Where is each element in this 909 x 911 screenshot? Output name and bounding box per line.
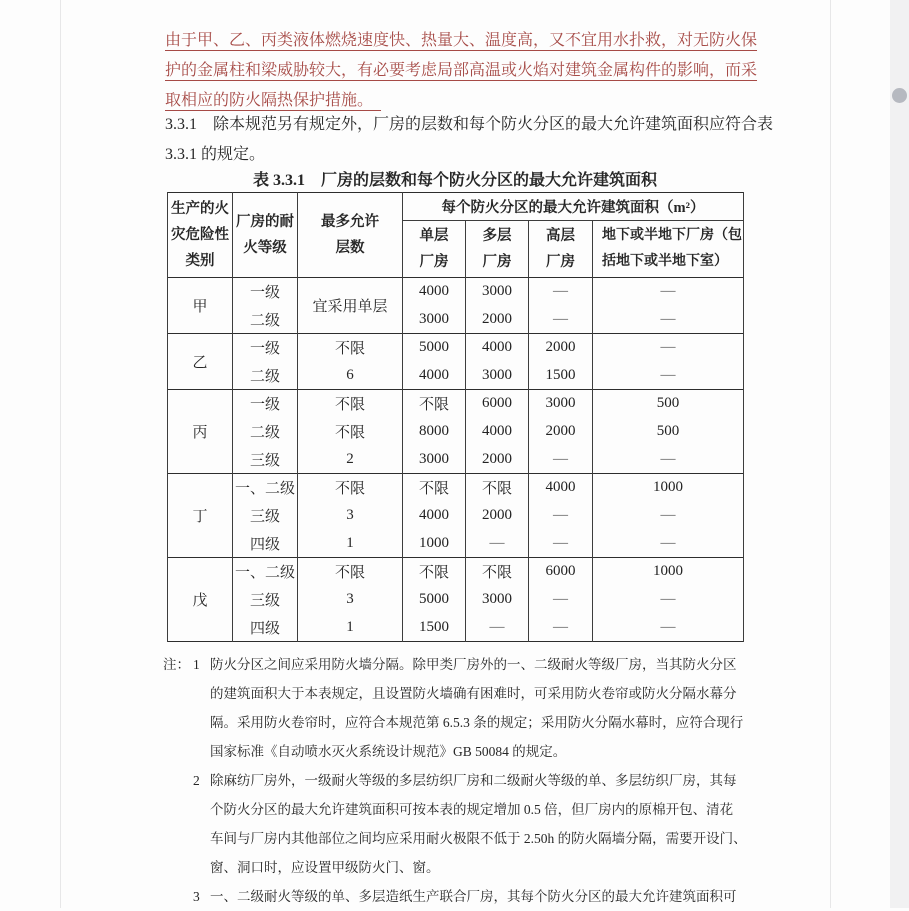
header-line: 厂房 <box>482 254 512 270</box>
note-line: 除麻纺厂房外，一级耐火等级的多层纺织厂房和二级耐火等级的单、多层纺织厂房，其每 <box>210 773 737 788</box>
table-row <box>168 362 744 390</box>
area-value-cell: 2000 <box>529 418 593 446</box>
table-notes <box>163 650 775 911</box>
max-floors-cell: 不限 <box>298 390 403 418</box>
max-floors-cell: 1 <box>298 530 403 558</box>
note-line: 的建筑面积大于本表规定，且设置防火墙确有困难时，可采用防火卷帘或防火分隔水幕分 <box>210 686 737 701</box>
area-value-cell: — <box>593 362 744 390</box>
area-value-cell: — <box>593 502 744 530</box>
max-floors-cell: 不限 <box>298 558 403 586</box>
area-value-cell: 2000 <box>466 306 529 334</box>
highlighted-line: 护的金属柱和梁威胁较大，有必要考虑局部高温或火焰对建筑金属构件的影响，而采 <box>165 62 758 79</box>
max-floors-cell: 宜采用单层 <box>298 278 403 334</box>
category-cell: 戊 <box>168 558 233 642</box>
highlighted-line: 由于甲、乙、丙类液体燃烧速度快、热量大、温度高，又不宜用水扑救，对无防火保 <box>165 32 758 49</box>
header-single-storey <box>403 221 466 278</box>
area-value-cell: 3000 <box>466 362 529 390</box>
area-value-cell: — <box>593 586 744 614</box>
notes-label: 注： <box>163 657 190 672</box>
area-value-cell: 6000 <box>529 558 593 586</box>
note-line: 窗、洞口时，应设置甲级防火门、窗。 <box>210 860 440 875</box>
fire-rating-cell: 一级 <box>233 278 298 306</box>
page-right-border <box>830 0 831 908</box>
area-value-cell: — <box>529 502 593 530</box>
fire-rating-cell: 二级 <box>233 418 298 446</box>
table-row <box>168 418 744 446</box>
max-floors-cell: 不限 <box>298 334 403 362</box>
fire-rating-cell: 一、二级 <box>233 558 298 586</box>
header-fire-rating <box>233 193 298 278</box>
area-value-cell: — <box>529 530 593 558</box>
note-line: 个防火分区的最大允许建筑面积可按本表的规定增加 0.5 倍，但厂房内的原棉开包、清花 <box>210 802 734 817</box>
note-line: 隔。采用防火卷帘时，应符合本规范第 6.5.3 条的规定；采用防火分隔水幕时，应符合现行 <box>210 715 744 730</box>
fire-compartment-table <box>167 192 744 642</box>
area-value-cell: — <box>593 306 744 334</box>
max-floors-cell: 3 <box>298 586 403 614</box>
header-max-area-span: 每个防火分区的最大允许建筑面积（m²） <box>403 193 744 221</box>
header-line: 括地下或半地下室） <box>602 254 728 269</box>
area-value-cell: — <box>593 446 744 474</box>
max-floors-cell: 3 <box>298 502 403 530</box>
scrollbar-thumb[interactable] <box>892 88 907 103</box>
table-row <box>168 530 744 558</box>
area-value-cell: 500 <box>593 390 744 418</box>
area-value-cell: — <box>593 278 744 306</box>
category-cell: 丁 <box>168 474 233 558</box>
max-floors-cell: 不限 <box>298 418 403 446</box>
area-value-cell: — <box>529 446 593 474</box>
note-item <box>163 766 775 882</box>
header-line: 厂房 <box>546 254 575 270</box>
header-line: 厂房的耐 <box>236 214 294 230</box>
table-row <box>168 586 744 614</box>
area-value-cell: 1000 <box>403 530 466 558</box>
note-number: 3 <box>193 889 200 904</box>
table-row <box>168 278 744 306</box>
fire-rating-cell: 三级 <box>233 446 298 474</box>
header-line: 层数 <box>335 240 365 256</box>
table-row <box>168 558 744 586</box>
note-line: 国家标准《自动喷水灭火系统设计规范》GB 50084 的规定。 <box>210 744 567 759</box>
area-value-cell: 2000 <box>466 502 529 530</box>
area-value-cell: 1000 <box>593 558 744 586</box>
area-value-cell: 4000 <box>403 502 466 530</box>
area-value-cell: — <box>593 530 744 558</box>
note-line: 一、二级耐火等级的单、多层造纸生产联合厂房，其每个防火分区的最大允许建筑面积可 <box>210 889 737 904</box>
header-line: 火等级 <box>243 240 287 256</box>
area-value-cell: 5000 <box>403 586 466 614</box>
header-line: 最多允许 <box>321 214 379 230</box>
clause-line: 3.3.1 的规定。 <box>165 146 266 163</box>
table-row <box>168 446 744 474</box>
table-row <box>168 306 744 334</box>
area-value-cell: 不限 <box>466 474 529 502</box>
fire-rating-cell: 一级 <box>233 390 298 418</box>
header-underground <box>593 221 744 278</box>
note-item <box>163 650 775 766</box>
area-value-cell: 500 <box>593 418 744 446</box>
area-value-cell: 4000 <box>403 362 466 390</box>
scrollbar-track <box>890 0 909 908</box>
fire-rating-cell: 二级 <box>233 362 298 390</box>
table-row <box>168 614 744 642</box>
max-floors-cell: 2 <box>298 446 403 474</box>
highlighted-line: 取相应的防火隔热保护措施。 <box>165 92 382 109</box>
area-value-cell: 4000 <box>466 418 529 446</box>
header-category <box>168 193 233 278</box>
area-value-cell: 不限 <box>403 558 466 586</box>
category-cell: 乙 <box>168 334 233 390</box>
fire-rating-cell: 一级 <box>233 334 298 362</box>
area-value-cell: 1500 <box>403 614 466 642</box>
category-cell: 丙 <box>168 390 233 474</box>
area-value-cell: 3000 <box>529 390 593 418</box>
note-line: 车间与厂房内其他部位之间均应采用耐火极限不低于 2.50h 的防火隔墙分隔，需要开设门、 <box>210 831 747 846</box>
header-line: 生产的火 <box>171 201 229 217</box>
max-floors-cell: 不限 <box>298 474 403 502</box>
area-value-cell: 2000 <box>529 334 593 362</box>
note-item <box>163 882 775 911</box>
area-value-cell: 1500 <box>529 362 593 390</box>
area-value-cell: 3000 <box>466 586 529 614</box>
table-row <box>168 474 744 502</box>
area-value-cell: — <box>529 306 593 334</box>
area-value-cell: — <box>593 614 744 642</box>
fire-rating-cell: 四级 <box>233 530 298 558</box>
area-value-cell: 不限 <box>403 474 466 502</box>
area-value-cell: 3000 <box>403 306 466 334</box>
clause-line: 3.3.1 除本规范另有规定外，厂房的层数和每个防火分区的最大允许建筑面积应符合表 <box>165 116 774 133</box>
table-row <box>168 390 744 418</box>
page-left-border <box>60 0 61 908</box>
header-high-rise <box>529 221 593 278</box>
area-value-cell: 不限 <box>466 558 529 586</box>
category-cell: 甲 <box>168 278 233 334</box>
area-value-cell: — <box>529 614 593 642</box>
table-title: 表 3.3.1 厂房的层数和每个防火分区的最大允许建筑面积 <box>252 172 657 189</box>
header-line: 类别 <box>185 253 215 269</box>
table-row <box>168 334 744 362</box>
note-line: 防火分区之间应采用防火墙分隔。除甲类厂房外的一、二级耐火等级厂房，当其防火分区 <box>210 657 737 672</box>
header-line: 多层 <box>482 228 512 244</box>
fire-rating-cell: 二级 <box>233 306 298 334</box>
area-value-cell: — <box>593 334 744 362</box>
header-line: 地下或半地下厂房（包 <box>602 228 742 243</box>
fire-rating-cell: 一、二级 <box>233 474 298 502</box>
fire-rating-cell: 四级 <box>233 614 298 642</box>
area-value-cell: 不限 <box>403 390 466 418</box>
header-multi-storey <box>466 221 529 278</box>
area-value-cell: 5000 <box>403 334 466 362</box>
area-value-cell: 4000 <box>403 278 466 306</box>
area-value-cell: 4000 <box>529 474 593 502</box>
header-max-floors <box>298 193 403 278</box>
note-number: 1 <box>193 657 200 672</box>
clause-paragraph <box>165 110 775 170</box>
area-value-cell: 1000 <box>593 474 744 502</box>
area-value-cell: — <box>529 586 593 614</box>
max-floors-cell: 1 <box>298 614 403 642</box>
area-value-cell: — <box>529 278 593 306</box>
fire-rating-cell: 三级 <box>233 586 298 614</box>
max-floors-cell: 6 <box>298 362 403 390</box>
area-value-cell: 4000 <box>466 334 529 362</box>
header-line: 灾危险性 <box>171 227 229 243</box>
table-row <box>168 502 744 530</box>
area-value-cell: — <box>466 614 529 642</box>
area-value-cell: 3000 <box>466 278 529 306</box>
area-value-cell: — <box>466 530 529 558</box>
header-line: 厂房 <box>419 254 449 270</box>
header-line: 单层 <box>419 228 449 244</box>
note-number: 2 <box>193 773 200 788</box>
header-line: 高层 <box>546 228 575 244</box>
area-value-cell: 2000 <box>466 446 529 474</box>
area-value-cell: 8000 <box>403 418 466 446</box>
highlighted-paragraph <box>165 26 775 116</box>
area-value-cell: 3000 <box>403 446 466 474</box>
fire-rating-cell: 三级 <box>233 502 298 530</box>
area-value-cell: 6000 <box>466 390 529 418</box>
